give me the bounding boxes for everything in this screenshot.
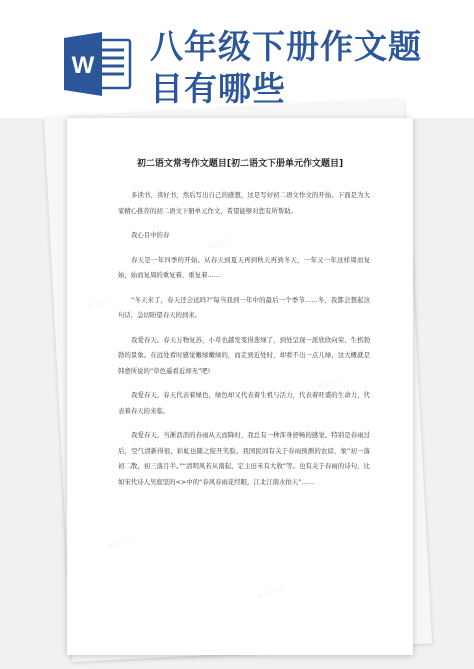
page-title: 八年级下册作文题 目有哪些 [150, 27, 422, 108]
watermark: 熊猫办公 [316, 374, 346, 392]
section-heading: 我心目中的春 [131, 231, 170, 239]
document-body [118, 188, 370, 499]
paragraph: 我爱春天。当淅沥沥的春雨从天而降时，我总有一种浑身舒畅的感觉。特别是春雨过后，空气清新得很，彩虹也随之绽开笑脸。我国民间有关于春雨预测的农谚，象“初一落初二散，初三落月半。”“清明风若从南起，定主田禾有大收”等。也有关于春雨的诗句，比如宋代诗人吴庭坚的<>中的“春风春雨花经眼，江北江南水拍天”…… [118, 431, 370, 486]
watermark: 熊猫办公 [106, 534, 136, 552]
word-document-icon [62, 30, 134, 98]
paragraph: “冬天来了，春天还会远吗?”每当我到一年中的最后一个季节……冬，我都会想起这句话，急切盼望春天的到来。 [118, 295, 370, 319]
watermark: 熊猫办公 [86, 294, 116, 312]
word-logo-letter: W [71, 52, 95, 79]
document-title: 初二语文常考作文题目[初二语文下册单元作文题目] [136, 159, 344, 169]
document-page [67, 118, 413, 655]
paragraph: 我爱春天。春天万物复苏，小草也越发变得葱绿了，到处呈现一派欣欣向荣、生机勃勃的景象。在远处看时感觉嫩绿嫩绿的，而走到近处时，却看不出一点儿绿，这大概就是韩愈所说的“草色遥看近却无”吧! [118, 335, 370, 375]
watermark: 熊猫办公 [256, 584, 286, 602]
paragraph: 我爱春天。春天代表着绿色，绿色却又代表着生机与活力，代表着旺盛的生命力，代表着春天的来临。 [118, 391, 370, 415]
paragraph: 春天是一年四季的开始。从春天到夏天再到秋天再到冬天，一年又一年这样周而复始，始而复周的重复着，重复着…… [118, 255, 370, 279]
watermark: 熊猫办公 [206, 234, 236, 252]
paragraph: 多读书、读好书，然后写出自己的感想，这是写好初二语文作文的开始。下面是为大家精心推荐的初二语文下册单元作文，希望能够对您有所帮助。 [118, 191, 370, 215]
